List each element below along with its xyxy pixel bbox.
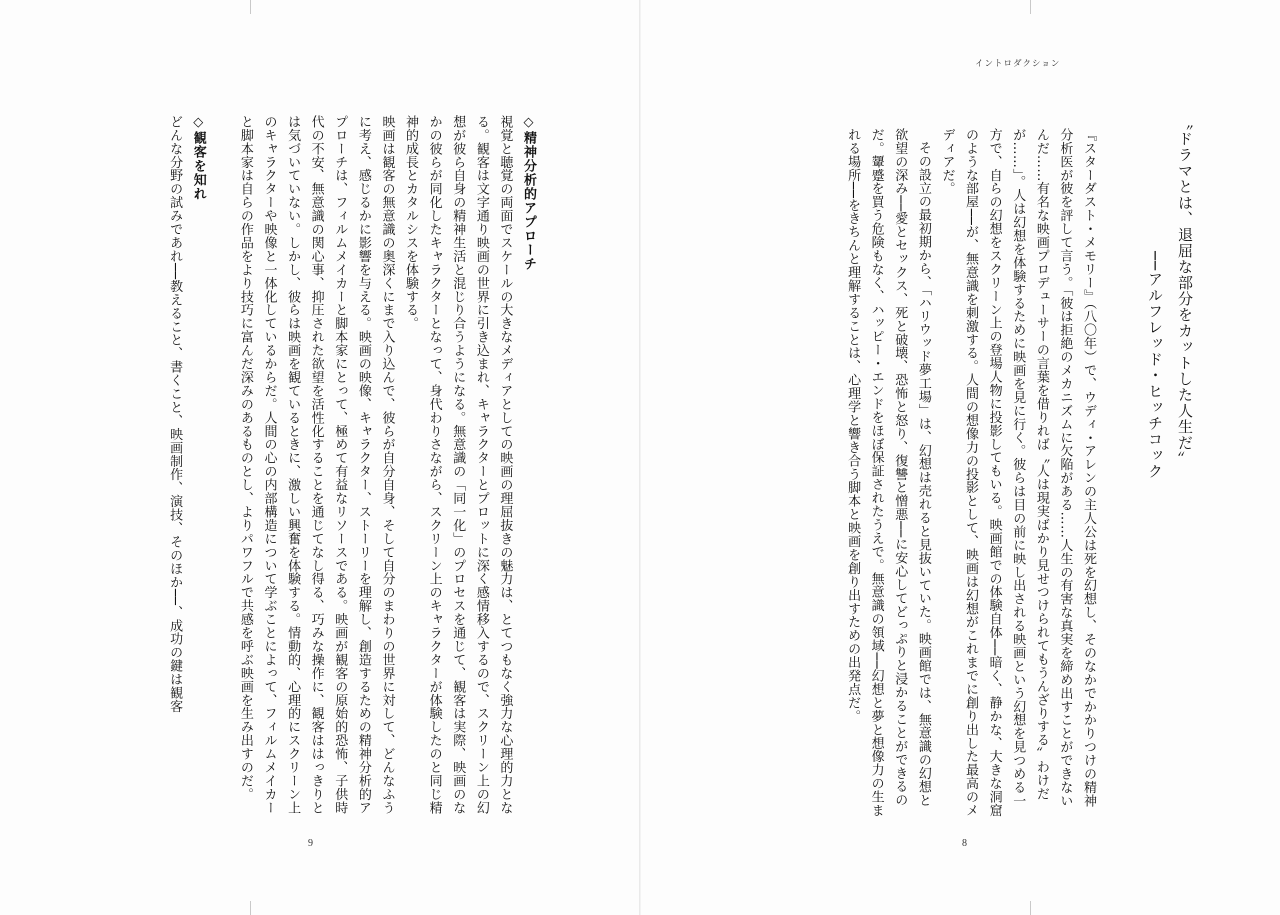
epigraph-attribution: ──アルフレッド・ヒッチコック (1146, 251, 1164, 480)
paragraph: 『スターダスト・メモリー』（八〇年）で、ウディ・アレンの主人公は死を幻想し、そのなかでかかりつけの精神分析医が彼を評して言う。「彼は拒絶のメカニズムに欠陥がある……人生の有害な真実を締め出すことができないんだ……有名な映画プロデューサーの言葉を借りれば〝人は現実ばかり見せつけられてもうんざりする〟わけだが……」。人は幻想を体験するために映画を見に行く。彼らは目の前に映し出される映画という幻想を見つめる一方で、自らの幻想をスクリーン上の登場人物に投影してもいる。映画館での体験自体──暗く、静かな、大きな洞窟のような部屋──が、無意識を刺激する。人間の想像力の投影として、映画は幻想がこれまでに創り出した最高のメディアだ。 (939, 128, 1096, 818)
epigraph-quote: 〝ドラマとは、退屈な部分をカットした人生だ〟 (1176, 115, 1194, 467)
right-page (640, 0, 1280, 915)
paragraph: その設立の最初期から、「ハリウッド夢工場」は、幻想は売れると見抜いていた。映画館では、無意識の幻想と欲望の深み──愛とセックス、死と破壊、恐怖と怒り、復讐と憎悪──に安心してどっぷりと浸かることができるのだ。顰蹙を買う危険もなく、ハッピー・エンドをほぼ保証されたうえで。無意識の領域──幻想と夢と想像力の生まれる場所──をきちんと理解することは、心理学と響き合う脚本と映画を創り出すための出発点だ。 (845, 128, 931, 818)
page-number-right: 8 (962, 838, 967, 849)
blank-line (210, 115, 234, 815)
right-page-body (840, 128, 1100, 818)
page-number-left: 9 (308, 838, 313, 849)
left-page-body (163, 115, 541, 815)
epigraph (1140, 115, 1200, 479)
paragraph: どんな分野の試みであれ──教えること、書くこと、映画制作、演技、そのほか──、成功の鍵は観客 (167, 115, 183, 714)
section-heading-psychoanalytic: ◇精神分析的アプローチ (521, 115, 536, 271)
paragraph: 視覚と聴覚の両面でスケールの大きなメディアとしての映画の理屈抜きの魅力は、とてつもなく強力な心理的力となる。観客は文字通り映画の世界に引き込まれ、キャラクターとプロットに深く感情移入するので、スクリーン上の幻想が彼ら自身の精神生活と混じり合うようになる。無意識の「同一化」のプロセスを通じて、観客は実際、映画のなかの彼らが同化したキャラクターとなって、身代わりさながら、スクリーン上のキャラクターが体験したのと同じ精神的成長とカタルシスを体験する。 (403, 115, 513, 815)
running-head: イントロダクション (975, 59, 1061, 69)
paragraph: 映画は観客の無意識の奥深くにまで入り込んで、彼らが自分自身、そして自分のまわりの世界に対して、どんなふうに考え、感じるかに影響を与える。映画の映像、キャラクター、ストーリーを理解し、創造するための精神分析的アプローチは、フィルムメイカーと脚本家にとって、極めて有益なリソースである。映画が観客の原始的恐怖、子供時代の不安、無意識の関心事、抑圧された欲望を活性化することを通じてなし得る、巧みな操作に、観客ははっきりとは気づいていない。しかし、彼らは映画を観ているときに、激しい興奮を体験する。情動的、心理的にスクリーン上のキャラクターや映像と一体化しているからだ。人間の心の内部構造について学ぶことによって、フィルムメイカーと脚本家は自らの作品をより技巧に富んだ深みのあるものとし、よりパワフルで共感を呼ぶ映画を生み出すのだ。 (237, 115, 395, 815)
section-heading-know-audience: ◇観客を知れ (190, 115, 206, 201)
